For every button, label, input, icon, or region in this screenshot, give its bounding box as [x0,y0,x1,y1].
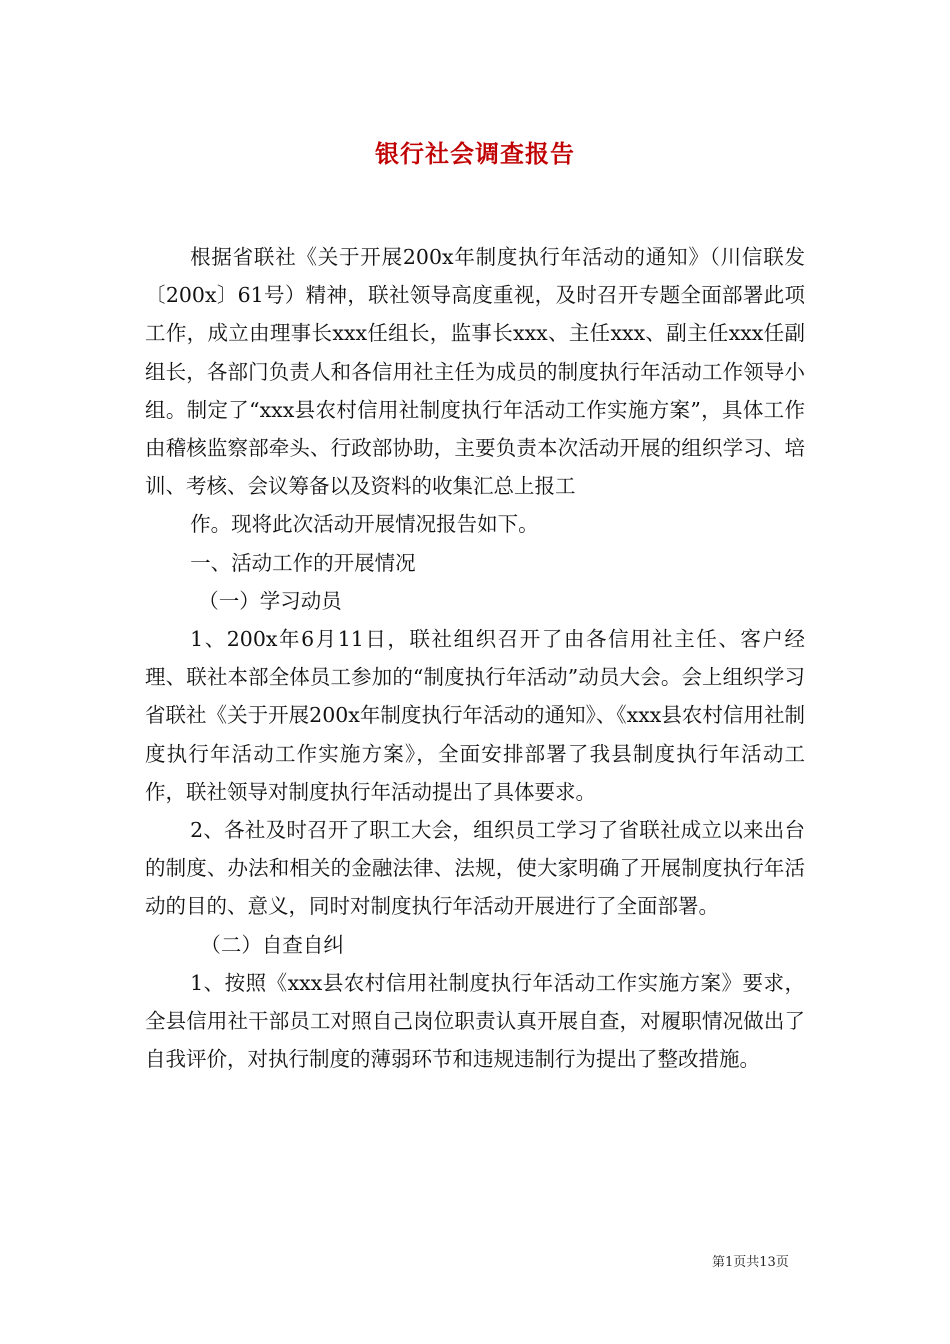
subsection-heading-selfcheck: （二）自查自纠 [200,932,344,957]
document-body [145,238,805,1078]
document-title: 银行社会调查报告 [375,139,575,168]
page-number: 第1页共13页 [712,1255,789,1270]
section-heading-1: 一、活动工作的开展情况 [190,550,416,575]
subsection-heading-study: （一）学习动员 [198,588,342,613]
paragraph-selfcheck-item-1: 1、按照《xxx县农村信用社制度执行年活动工作实施方案》要求，全县信用社干部员工对照自己岗位职责认真开展自查，对履职情况做出了自我评价，对执行制度的薄弱环节和违规违制行为提出了整改措施。 [145,970,805,1072]
paragraph-intro: 根据省联社《关于开展200x年制度执行年活动的通知》（川信联发〔200x〕61号）精神，联社领导高度重视，及时召开专题全面部署此项工作，成立由理事长xxx任组长，监事长xxx、主任xxx、副主任xxx任副组长，各部门负责人和各信用社主任为成员的制度执行年活动工作领导小组。制定了“xxx县农村信用社制度执行年活动工作实施方案”，具体工作由稽核监察部牵头、行政部协助，主要负责本次活动开展的组织学习、培训、考核、会议筹备以及资料的收集汇总上报工 [145,245,805,499]
paragraph-intro-continued: 作。现将此次活动开展情况报告如下。 [190,512,539,537]
paragraph-study-item-1: 1、200x年6月11日，联社组织召开了由各信用社主任、客户经理、联社本部全体员工参加的“制度执行年活动”动员大会。会上组织学习省联社《关于开展200x年制度执行年活动的通知》、《xxx县农村信用社制度执行年活动工作实施方案》，全面安排部署了我县制度执行年活动工作，联社领导对制度执行年活动提出了具体要求。 [145,627,805,804]
paragraph-study-item-2: 2、各社及时召开了职工大会，组织员工学习了省联社成立以来出台的制度、办法和相关的金融法律、法规，使大家明确了开展制度执行年活动的目的、意义，同时对制度执行年活动开展进行了全面部署。 [145,818,805,919]
